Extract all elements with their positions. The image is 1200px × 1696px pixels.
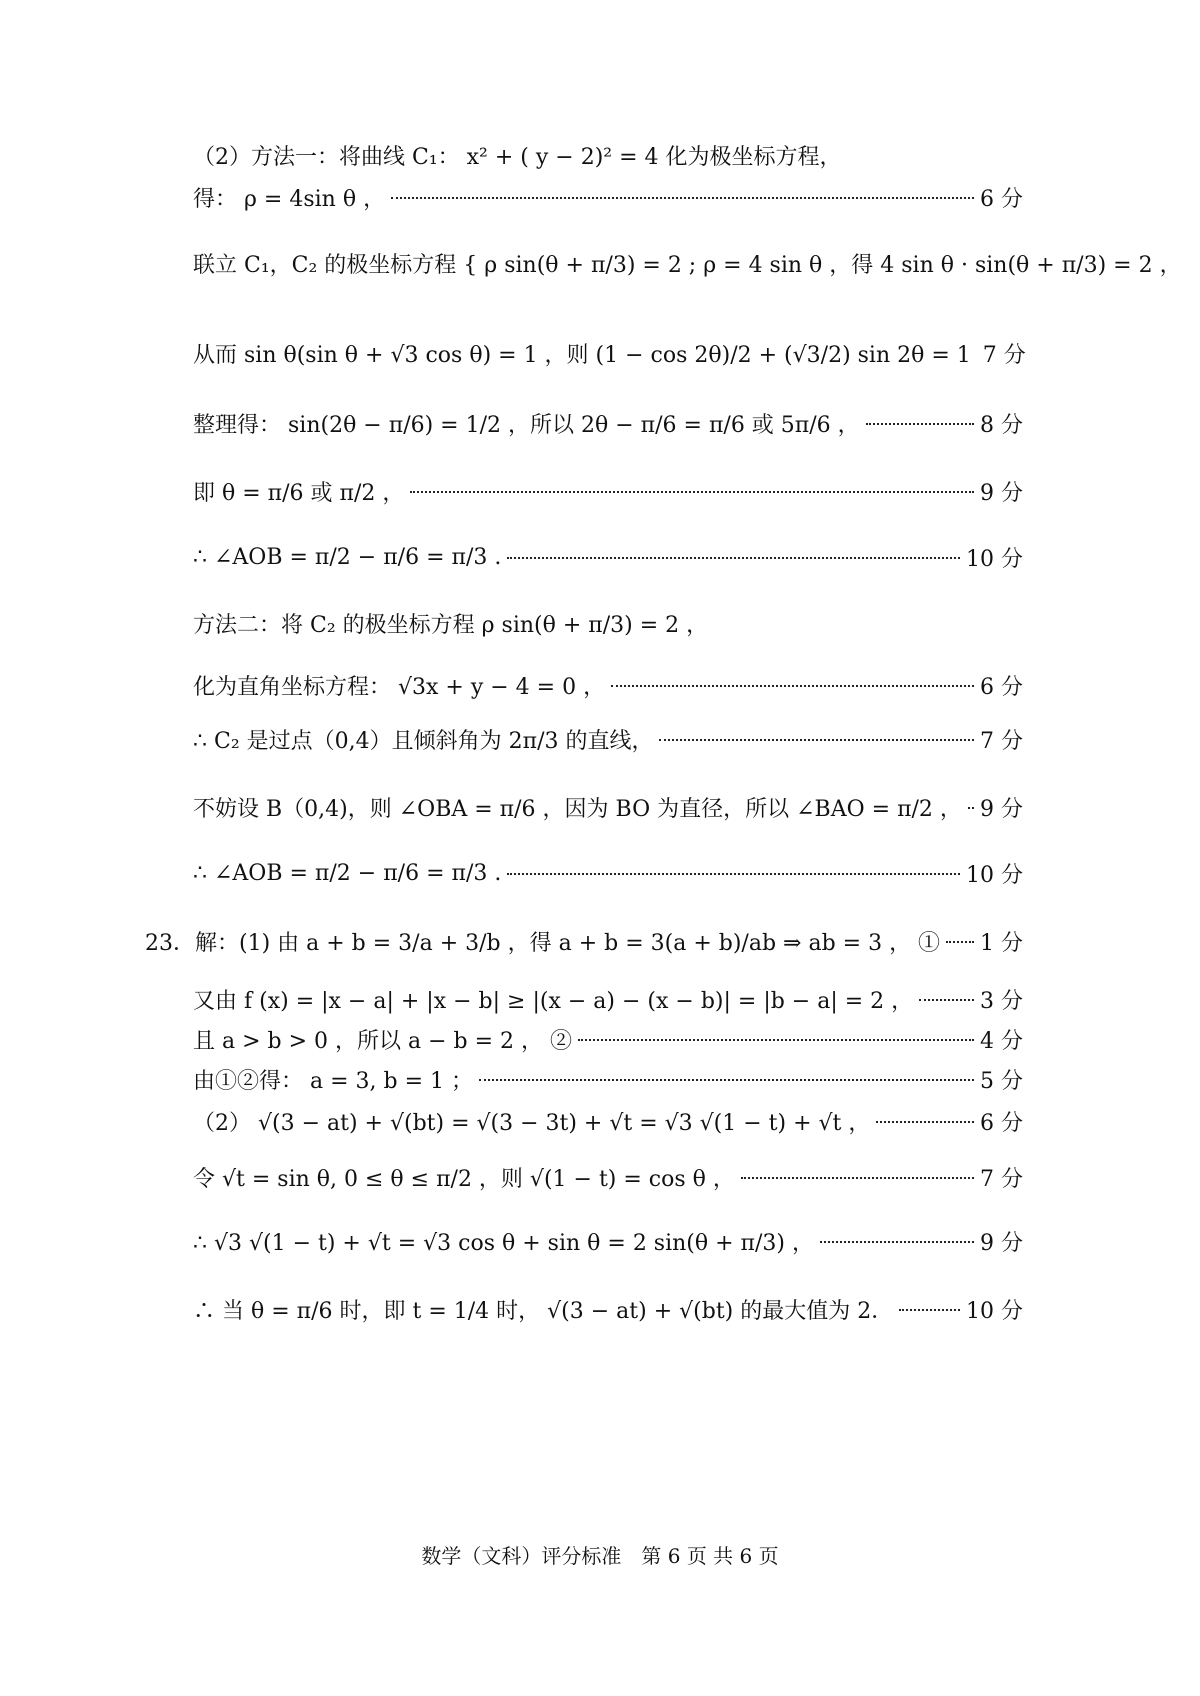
solution-line (193, 792, 1023, 823)
dot-leader (507, 557, 960, 559)
solution-line (193, 984, 1023, 1015)
score-mark: 9 分 (980, 481, 1023, 506)
solution-line (193, 1162, 1023, 1193)
line-content: ∴ ∠AOB = π/2 − π/6 = π/3 . (193, 545, 502, 570)
solution-line (193, 338, 1026, 369)
line-content: 得： ρ = 4sin θ ， (193, 187, 386, 212)
page-footer: 数学（文科）评分标准 第 6 页 共 6 页 (421, 1544, 779, 1568)
solution-line (193, 476, 1023, 507)
line-content: 且 a > b > 0 ，所以 a − b = 2 ， ② (193, 1029, 573, 1054)
solution-line (193, 182, 1023, 213)
score-mark: 10 分 (966, 547, 1023, 572)
dot-leader (919, 999, 974, 1001)
line-content: 即 θ = π/6 或 π/2 ， (193, 481, 405, 506)
dot-leader (899, 1309, 960, 1311)
line-content: 整理得： sin(2θ − π/6) = 1/2 ，所以 2θ − π/6 = π/6 或 5π/6 ， (193, 413, 860, 438)
solution-line (193, 608, 1023, 639)
line-content: 从而 sin θ(sin θ + √3 cos θ) = 1 ，则 (1 − cos 2θ)/2 + (√3/2) sin 2θ = 1 (193, 343, 971, 368)
line-content: 联立 C₁，C₂ 的极坐标方程 { ρ sin(θ + π/3) = 2 ; ρ = 4 sin θ ，得 4 sin θ · sin(θ + π/3) = 2 ， (193, 253, 1182, 278)
score-mark: 6 分 (980, 675, 1023, 700)
dot-leader (410, 491, 974, 493)
line-content: （2） √(3 − at) + √(bt) = √(3 − 3t) + √t = √3 √(1 − t) + √t ， (193, 1111, 871, 1136)
line-content: 令 √t = sin θ, 0 ≤ θ ≤ π/2 ，则 √(1 − t) = cos θ ， (193, 1167, 735, 1192)
score-mark: 9 分 (980, 1231, 1023, 1256)
line-content: 不妨设 B（0,4)，则 ∠OBA = π/6 ，因为 BO 为直径，所以 ∠BAO = π/2 ， (193, 797, 962, 822)
score-mark: 6 分 (980, 1111, 1023, 1136)
dot-leader (507, 873, 960, 875)
score-mark: 9 分 (980, 797, 1023, 822)
score-mark: 3 分 (980, 989, 1023, 1014)
line-content: 23．解：(1) 由 a + b = 3/a + 3/b ，得 a + b = 3(a + b)/ab ⇒ ab = 3 ， ① (145, 931, 941, 956)
dot-leader (578, 1039, 974, 1041)
solution-line (193, 724, 1023, 755)
dot-leader (659, 739, 974, 741)
solution-line (193, 248, 1182, 279)
line-content: ∴ 当 θ = π/6 时，即 t = 1/4 时， √(3 − at) + √(bt) 的最大值为 2． (193, 1299, 894, 1324)
dot-leader (968, 807, 974, 809)
score-mark: 1 分 (980, 931, 1023, 956)
solution-line (193, 858, 1023, 889)
score-mark: 7 分 (982, 343, 1026, 368)
dot-leader (391, 197, 974, 199)
score-mark: 5 分 (980, 1069, 1023, 1094)
problem-23-line (145, 926, 1023, 957)
line-content: ∴ ∠AOB = π/2 − π/6 = π/3 . (193, 861, 502, 886)
score-mark: 6 分 (980, 187, 1023, 212)
score-mark: 4 分 (980, 1029, 1023, 1054)
line-content: 由①②得： a = 3, b = 1 ； (193, 1069, 474, 1094)
line-content: （2）方法一：将曲线 C₁： x² + ( y − 2)² = 4 化为极坐标方程， (193, 145, 842, 170)
dot-leader (946, 941, 974, 943)
line-content: ∴ C₂ 是过点（0,4）且倾斜角为 2π/3 的直线， (193, 729, 654, 754)
score-mark: 7 分 (980, 729, 1023, 754)
dot-leader (876, 1121, 974, 1123)
score-mark: 7 分 (980, 1167, 1023, 1192)
solution-line (193, 140, 1023, 171)
solution-line (193, 670, 1023, 701)
line-content: 又由 f (x) = |x − a| + |x − b| ≥ |(x − a) − (x − b)| = |b − a| = 2 ， (193, 989, 914, 1014)
score-mark: 10 分 (966, 1299, 1023, 1324)
line-content: 化为直角坐标方程： √3x + y − 4 = 0 ， (193, 675, 606, 700)
solution-line (193, 1064, 1023, 1095)
dot-leader (866, 423, 974, 425)
solution-line (193, 408, 1023, 439)
dot-leader (820, 1241, 974, 1243)
score-mark: 8 分 (980, 413, 1023, 438)
solution-line (193, 1106, 1023, 1137)
solution-line (193, 1294, 1023, 1325)
line-content: ∴ √3 √(1 − t) + √t = √3 cos θ + sin θ = 2 sin(θ + π/3) ， (193, 1231, 814, 1256)
solution-line (193, 1024, 1023, 1055)
score-mark: 10 分 (966, 863, 1023, 888)
dot-leader (479, 1079, 974, 1081)
solution-line (193, 1226, 1023, 1257)
dot-leader (611, 685, 974, 687)
solution-line (193, 542, 1023, 573)
dot-leader (741, 1177, 974, 1179)
line-content: 方法二：将 C₂ 的极坐标方程 ρ sin(θ + π/3) = 2 ， (193, 613, 709, 638)
